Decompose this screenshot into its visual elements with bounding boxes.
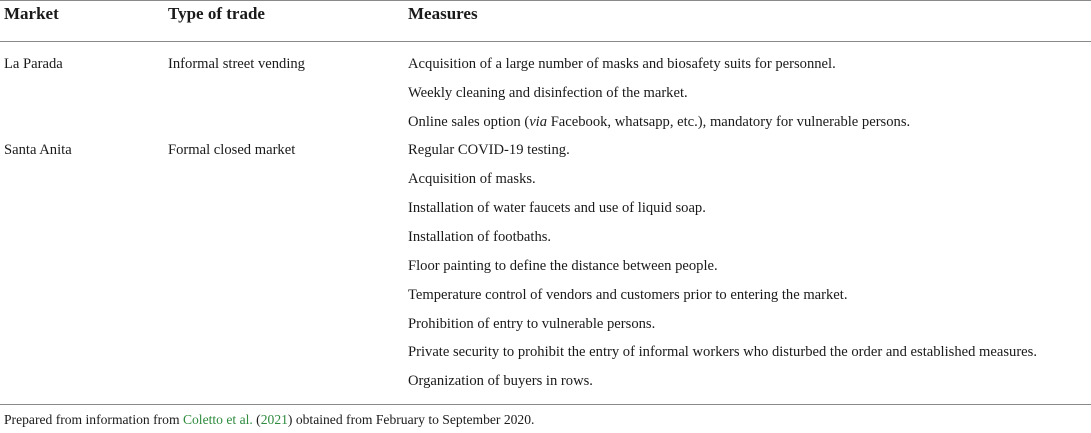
measure-italic-text: via: [529, 114, 548, 130]
header-type-of-trade: Type of trade: [168, 4, 265, 23]
citation-link-year[interactable]: 2021: [260, 412, 288, 427]
measure-item: Floor painting to define the distance between people.: [408, 258, 718, 274]
measure-item: Online sales option (via Facebook, whatsapp, etc.), mandatory for vulnerable persons.: [408, 114, 911, 130]
table-header-rule: [0, 41, 1091, 42]
measure-item: Installation of footbaths.: [408, 229, 552, 245]
measure-item: Temperature control of vendors and customers prior to entering the market.: [408, 287, 848, 303]
measure-item: Organization of buyers in rows.: [408, 373, 593, 389]
measure-item: Acquisition of masks.: [408, 171, 536, 187]
measure-item: Regular COVID-19 testing.: [408, 142, 570, 158]
measure-item: Private security to prohibit the entry of informal workers who disturbed the order and established measures.: [408, 344, 1037, 360]
trade-type-cell: Informal street vending: [168, 56, 305, 72]
citation-link-author[interactable]: Coletto et al.: [182, 412, 253, 427]
table-bottom-rule: [0, 404, 1091, 405]
header-market: Market: [4, 4, 59, 23]
market-cell: La Parada: [4, 56, 63, 72]
measure-item: Weekly cleaning and disinfection of the market.: [408, 85, 688, 101]
measure-item: Acquisition of a large number of masks and biosafety suits for personnel.: [408, 56, 836, 72]
table-top-rule: [0, 0, 1091, 1]
market-cell: Santa Anita: [4, 142, 72, 158]
header-measures: Measures: [408, 4, 478, 23]
table-footnote: Prepared from information from Coletto et al. (2021) obtained from February to September 2020.: [4, 412, 535, 427]
measure-item: Installation of water faucets and use of liquid soap.: [408, 200, 706, 216]
measure-item: Prohibition of entry to vulnerable persons.: [408, 316, 656, 332]
trade-type-cell: Formal closed market: [168, 142, 296, 158]
